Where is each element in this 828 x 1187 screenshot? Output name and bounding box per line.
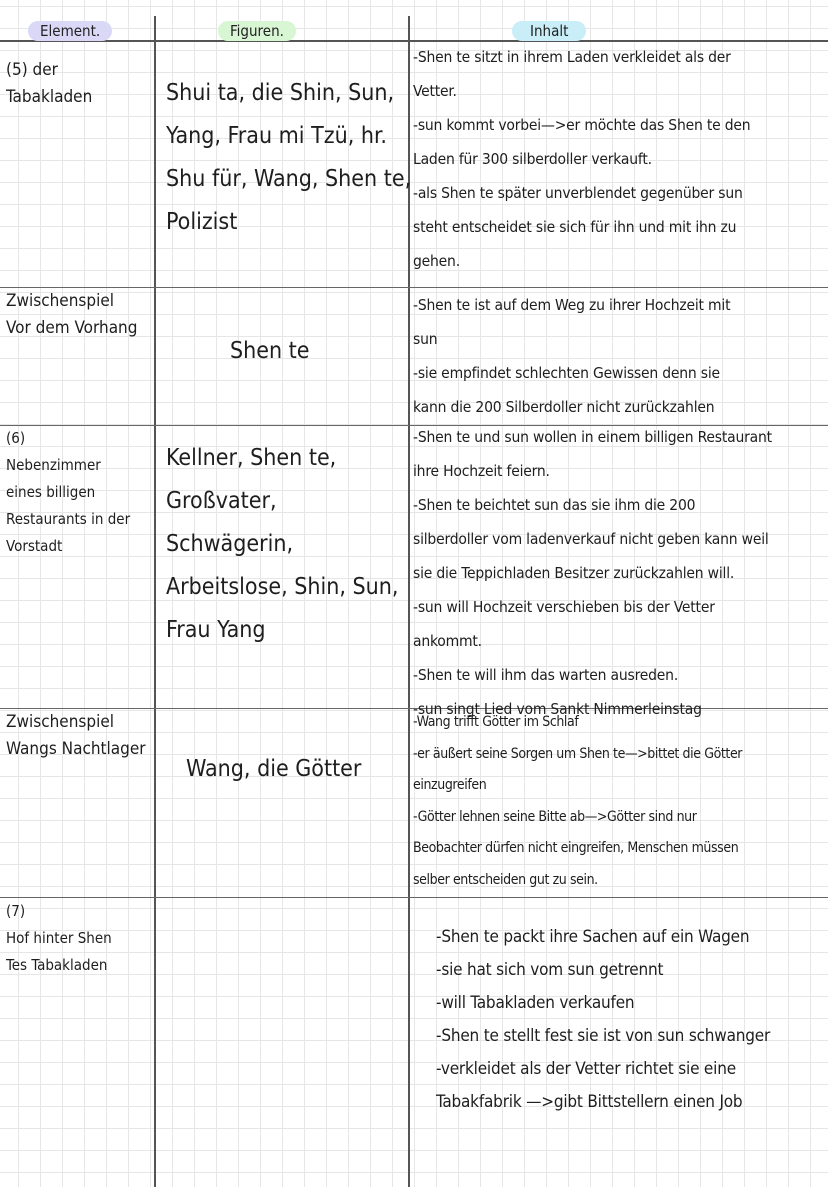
element-line: Hof hinter Shen (6, 929, 112, 947)
inhalt-line: kann die 200 Silberdoller nicht zurückzahlen (413, 398, 715, 416)
figuren-line: Arbeitslose, Shin, Sun, (166, 574, 399, 600)
inhalt-line: gehen. (413, 252, 460, 270)
inhalt-line: -Shen te beichtet sun das sie ihm die 200 (413, 496, 696, 514)
inhalt-line: -verkleidet als der Vetter richtet sie eine (436, 1059, 736, 1079)
inhalt-line: -Shen te stellt fest sie ist von sun schwanger (436, 1026, 771, 1046)
row-4-figuren-cell (186, 748, 361, 791)
figuren-line: Polizist (166, 209, 238, 235)
inhalt-line: selber entscheiden gut zu sein. (413, 871, 598, 888)
row-1-element-cell (6, 57, 92, 111)
inhalt-line: -sun singt Lied vom Sankt Nimmerleinstag (413, 700, 702, 718)
element-line: Zwischenspiel (6, 712, 115, 732)
row-2-figuren-cell (230, 330, 310, 373)
column-divider (154, 16, 156, 1187)
figuren-line: Großvater, (166, 488, 277, 514)
inhalt-line: -Shen te und sun wollen in einem billigen Restaurant (413, 428, 772, 446)
inhalt-line: -sie empfindet schlechten Gewissen denn sie (413, 364, 720, 382)
header-figuren: Figuren. (218, 21, 296, 41)
inhalt-line: -als Shen te später unverblendet gegenüber sun (413, 184, 743, 202)
figuren-line: Kellner, Shen te, (166, 445, 337, 471)
row-4-element-cell (6, 709, 146, 763)
row-1-figuren-cell (166, 72, 411, 244)
inhalt-line: -Wang trifft Götter im Schlaf (413, 714, 579, 730)
header-inhalt: Inhalt (512, 21, 586, 41)
element-line: eines billigen (6, 483, 96, 501)
inhalt-line: -sie hat sich vom sun getrennt (436, 960, 664, 980)
inhalt-line: steht entscheidet sie sich für ihn und mit ihn zu (413, 218, 737, 236)
row-divider (0, 897, 828, 898)
inhalt-line: -will Tabakladen verkaufen (436, 993, 635, 1013)
row-3-inhalt-cell (413, 420, 772, 726)
element-line: Tabakladen (6, 87, 93, 107)
inhalt-line: -Shen te ist auf dem Weg zu ihrer Hochzeit mit (413, 296, 731, 314)
element-line: (6) (6, 429, 26, 447)
figuren-line: Wang, die Götter (186, 756, 362, 782)
row-1-inhalt-cell (413, 40, 750, 278)
element-line: (5) der (6, 60, 58, 80)
inhalt-line: silberdoller vom ladenverkauf nicht geben kann weil (413, 530, 769, 548)
inhalt-line: sun (413, 330, 438, 348)
figuren-line: Shu für, Wang, Shen te, (166, 166, 412, 192)
element-line: Nebenzimmer (6, 456, 101, 474)
element-line: (7) (6, 902, 26, 920)
figuren-line: Shui ta, die Shin, Sun, (166, 80, 395, 106)
element-line: Wangs Nachtlager (6, 739, 146, 759)
inhalt-line: -Shen te sitzt in ihrem Laden verkleidet als der (413, 48, 731, 66)
inhalt-line: ihre Hochzeit feiern. (413, 462, 550, 480)
figuren-line: Yang, Frau mi Tzü, hr. (166, 123, 387, 149)
element-line: Zwischenspiel (6, 291, 115, 311)
element-line: Vor dem Vorhang (6, 318, 138, 338)
row-3-figuren-cell (166, 437, 398, 652)
row-4-inhalt-cell (413, 707, 742, 896)
inhalt-line: -sun will Hochzeit verschieben bis der Vetter (413, 598, 715, 616)
inhalt-line: -Götter lehnen seine Bitte ab—>Götter sind nur (413, 808, 697, 825)
element-line: Tes Tabakladen (6, 956, 108, 974)
element-line: Vorstadt (6, 537, 63, 555)
inhalt-line: einzugreifen (413, 777, 487, 793)
inhalt-line: ankommt. (413, 632, 482, 650)
row-3-element-cell (6, 425, 130, 560)
inhalt-line: Beobachter dürfen nicht eingreifen, Menschen müssen (413, 840, 739, 856)
header-element: Element. (28, 21, 112, 41)
element-line: Restaurants in der (6, 510, 131, 528)
figuren-line: Frau Yang (166, 617, 266, 643)
inhalt-line: -er äußert seine Sorgen um Shen te—>bittet die Götter (413, 745, 743, 762)
figuren-line: Shen te (230, 338, 310, 364)
inhalt-line: -sun kommt vorbei—>er möchte das Shen te den (413, 116, 751, 134)
inhalt-line: -Shen te packt ihre Sachen auf ein Wagen (436, 927, 750, 947)
inhalt-line: Vetter. (413, 82, 457, 100)
row-2-inhalt-cell (413, 288, 730, 424)
inhalt-line: sie die Teppichladen Besitzer zurückzahlen will. (413, 564, 735, 582)
row-5-inhalt-cell (436, 921, 770, 1119)
row-2-element-cell (6, 288, 137, 342)
figuren-line: Schwägerin, (166, 531, 294, 557)
inhalt-line: Laden für 300 silberdoller verkauft. (413, 150, 652, 168)
inhalt-line: Tabakfabrik —>gibt Bittstellern einen Job (436, 1092, 743, 1112)
inhalt-line: -Shen te will ihm das warten ausreden. (413, 666, 679, 684)
row-5-element-cell (6, 898, 112, 979)
